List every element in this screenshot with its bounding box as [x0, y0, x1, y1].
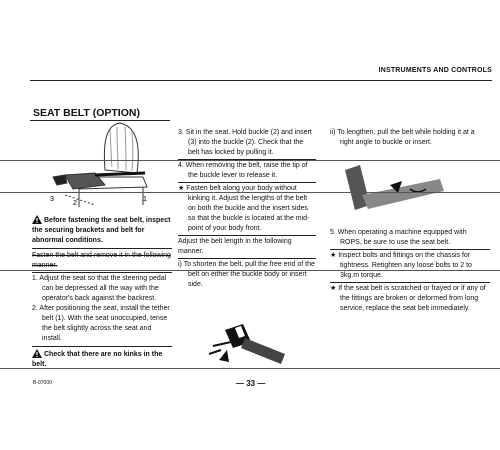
column-1 [32, 215, 172, 370]
note-inspect-bolts: ★ Inspect bolts and fittings on the chassis for tightness. Retighten any loose bolts to 2 to 3kg.m torque. [330, 252, 472, 279]
warning-2: Check that there are no kinks in the belt. [32, 351, 163, 368]
fasten-intro: Fasten the belt and remove it in the following manner. [32, 252, 171, 269]
step-1: 1. Adjust the seat so that the steering pedal can be depressed all the way with the operator's back against the backrest. [32, 275, 167, 302]
running-header: INSTRUMENTS AND CONTROLS [378, 67, 492, 74]
page-title: SEAT BELT (OPTION) [33, 107, 140, 119]
warning-icon [32, 215, 42, 224]
warning-icon [32, 349, 42, 358]
seat-belt-illustration [35, 115, 170, 215]
shorten-belt-illustration [205, 318, 295, 368]
header-rule [30, 80, 492, 81]
step-4: 4. When removing the belt, raise the tip of the buckle lever to release it. [178, 162, 308, 179]
warning-1: Before fastening the seat belt, inspect the securing brackets and belt for abnormal conditions. [32, 217, 171, 244]
footer-code: B-07000 [33, 380, 52, 386]
sub-step-ii: ii) To lengthen, pull the belt while holding it at a right angle to buckle or insert. [330, 129, 475, 146]
column-3 [330, 128, 490, 148]
note-fasten-along-body: ★ Fasten belt along your body without kinking it. Adjust the lengths of the belt on both the buckle and the insert sides so that the buckle is located at the mid-point of your body front. [178, 185, 310, 232]
note-replace-belt: ★ If the seat belt is scratched or frayed or if any of the fittings are broken or deformed from long service, replace the seat belt immediately. [330, 285, 486, 312]
step-2: 2. After positioning the seat, install the tether belt (1). With the seat unoccupied, tense the belt slightly across the seat and install. [32, 305, 170, 342]
label-3: 3 [50, 196, 54, 203]
page-number: — 33 — [236, 379, 266, 388]
sub-step-i: i) To shorten the belt, pull the free end of the belt on either the buckle body or insert side. [178, 261, 315, 288]
column-2 [178, 128, 316, 290]
step-5: 5. When operating a machine equipped with ROPS, be sure to use the seat belt. [330, 229, 467, 246]
step-3: 3. Sit in the seat. Hold buckle (2) and insert (3) into the buckle (2). Check that the belt has locked by pulling it. [178, 129, 312, 156]
buckle-shape [53, 175, 67, 185]
label-2: 2 [73, 200, 77, 207]
adjust-intro: Adjust the belt length in the following manner. [178, 238, 292, 255]
column-3-lower [330, 228, 490, 314]
label-1: 1 [143, 196, 147, 203]
